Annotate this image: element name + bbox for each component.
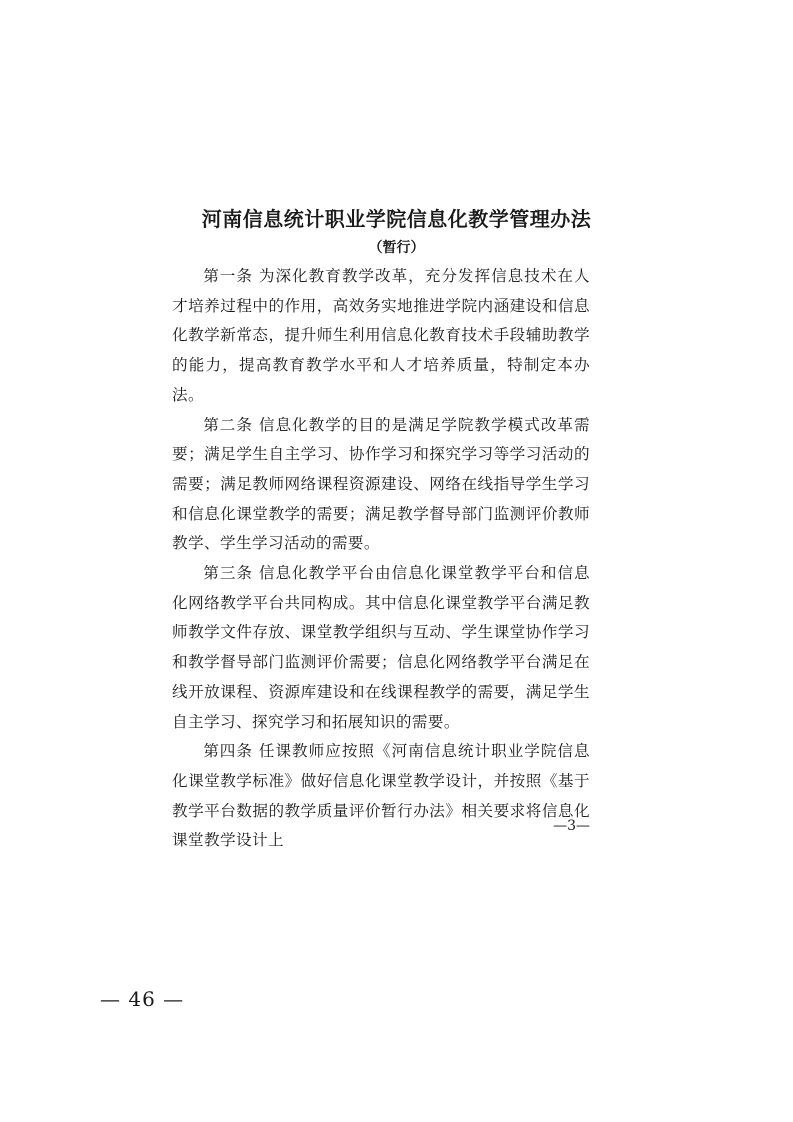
document-title: 河南信息统计职业学院信息化教学管理办法 [201,207,592,231]
article-1-paragraph: 第一条 为深化教育教学改革，充分发挥信息技术在人才培养过程中的作用，高效务实地推进学院内涵建设和信息化教学新常态，提升师生利用信息化教育技术手段辅助教学的能力，提高教育教学水平和人才培养质量，特制定本办法。 [172,267,590,404]
document-subtitle: （暂行） [368,240,425,256]
inner-page-number: —3— [553,818,590,834]
outer-page-number: — 46 — [100,987,185,1011]
article-2-paragraph: 第二条 信息化教学的目的是满足学院教学模式改革需要；满足学生自主学习、协作学习和探究学习等学习活动的需要；满足教师网络课程资源建设、网络在线指导学生学习和信息化课堂教学的需要；满足教学督导部门监测评价教师教学、学生学习活动的需要。 [172,415,590,553]
article-4-paragraph: 第四条 任课教师应按照《河南信息统计职业学院信息化课堂教学标准》做好信息化课堂教学设计，并按照《基于教学平台数据的教学质量评价暂行办法》相关要求将信息化课堂教学设计上 [172,742,590,850]
document-body [172,262,590,856]
article-3-paragraph: 第三条 信息化教学平台由信息化课堂教学平台和信息化网络教学平台共同构成。其中信息化课堂教学平台满足教师教学文件存放、课堂教学组织与互动、学生课堂协作学习和教学督导部门监测评价需要；信息化网络教学平台满足在线开放课程、资源库建设和在线课程教学的需要，满足学生自主学习、探究学习和拓展知识的需要。 [172,564,590,731]
